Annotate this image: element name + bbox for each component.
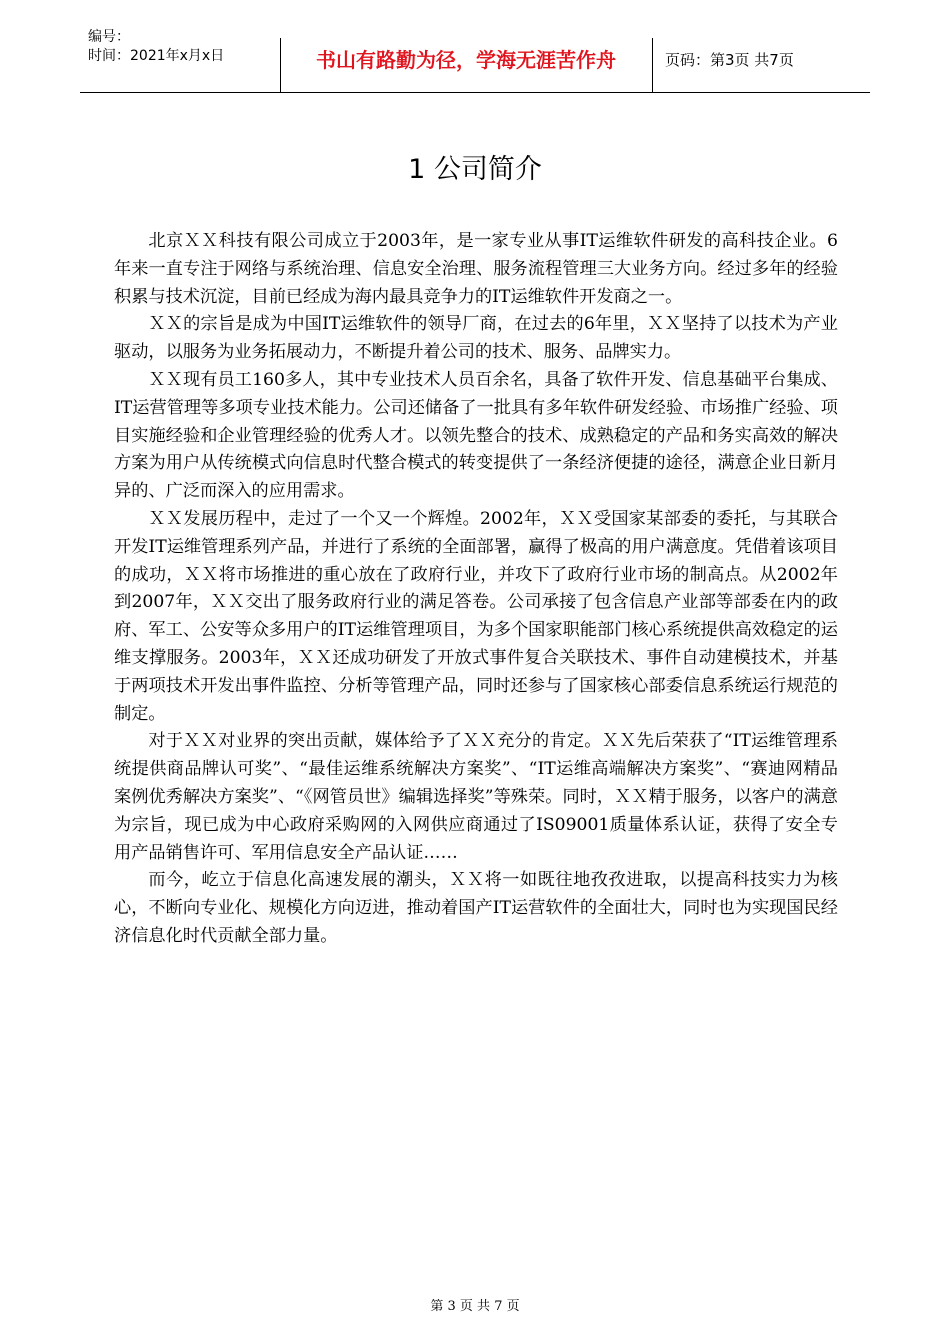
document-number-label: 编号： (88, 29, 130, 45)
section-title: 1 公司简介 (408, 154, 542, 185)
paragraph: ＸＸ发展历程中，走过了一个又一个辉煌。2002年，ＸＸ受国家某部委的委托，与其联合开发IT运维管理系列产品，并进行了系统的全面部署，赢得了极高的用户满意度。凭借着该项目的成功，ＸＸ将市场推进的重心放在了政府行业，并攻下了政府行业市场的制高点。从2002年到2007年，ＸＸ交出了服务政府行业的满足答卷。公司承接了包含信息产业部等部委在内的政府、军工、公安等众多用户的IT运维管理项目，为多个国家职能部门核心系统提供高效稳定的运维支撑服务。2003年，ＸＸ还成功研发了开放式事件复合关联技术、事件自动建模技术，并基于两项技术开发出事件监控、分析等管理产品，同时还参与了国家核心部委信息系统运行规范的制定。 (114, 508, 838, 724)
paragraph: 对于ＸＸ对业界的突出贡献，媒体给予了ＸＸ充分的肯定。ＸＸ先后荣获了“IT运维管理系统提供商品牌认可奖”、“最佳运维系统解决方案奖”、“IT运维高端解决方案奖”、“赛迪网精品案例优秀解决方案奖”、“《网管员世》编辑选择奖”等殊荣。同时，ＸＸ精于服务，以客户的满意为宗旨，现已成为中心政府采购网的入网供应商通过了IS09001质量体系认证，获得了安全专用产品销售许可、军用信息安全产品认证…… (114, 731, 838, 863)
paragraph: 而今，屹立于信息化高速发展的潮头，ＸＸ将一如既往地孜孜进取，以提高科技实力为核心，不断向专业化、规模化方向迈进，推动着国产IT运营软件的全面壮大，同时也为实现国民经济信息化时代贡献全部力量。 (114, 870, 838, 946)
paragraph: ＸＸ的宗旨是成为中国IT运维软件的领导厂商，在过去的6年里，ＸＸ坚持了以技术为产业驱动，以服务为业务拓展动力，不断提升着公司的技术、服务、品牌实力。 (114, 314, 838, 363)
paragraph: ＸＸ现有员工160多人，其中专业技术人员百余名，具备了软件开发、信息基础平台集成、IT运营管理等多项专业技术能力。公司还储备了一批具有多年软件研发经验、市场推广经验、项目实施经验和企业管理经验的优秀人才。以领先整合的技术、成熟稳定的产品和务实高效的解决方案为用户从传统模式向信息时代整合模式的转变提供了一条经济便捷的途径，满意企业日新月异的、广泛而深入的应用需求。 (114, 369, 838, 502)
header-motto: 书山有路勤为径，学海无涯苦作舟 (316, 48, 616, 72)
page-header (80, 20, 870, 93)
header-page-info: 页码：第3页 共7页 (665, 51, 794, 69)
document-time: 时间：2021年x月x日 (88, 48, 225, 64)
page-footer: 第 3 页 共 7 页 (430, 1299, 520, 1314)
header-meta (88, 28, 224, 66)
header-divider (652, 38, 653, 92)
document-body (114, 228, 838, 951)
paragraph: 北京ＸＸ科技有限公司成立于2003年，是一家专业从事IT运维软件研发的高科技企业。6年来一直专注于网络与系统治理、信息安全治理、服务流程管理三大业务方向。经过多年的经验积累与技术沉淀，目前已经成为海内最具竞争力的IT运维软件开发商之一。 (114, 231, 838, 307)
